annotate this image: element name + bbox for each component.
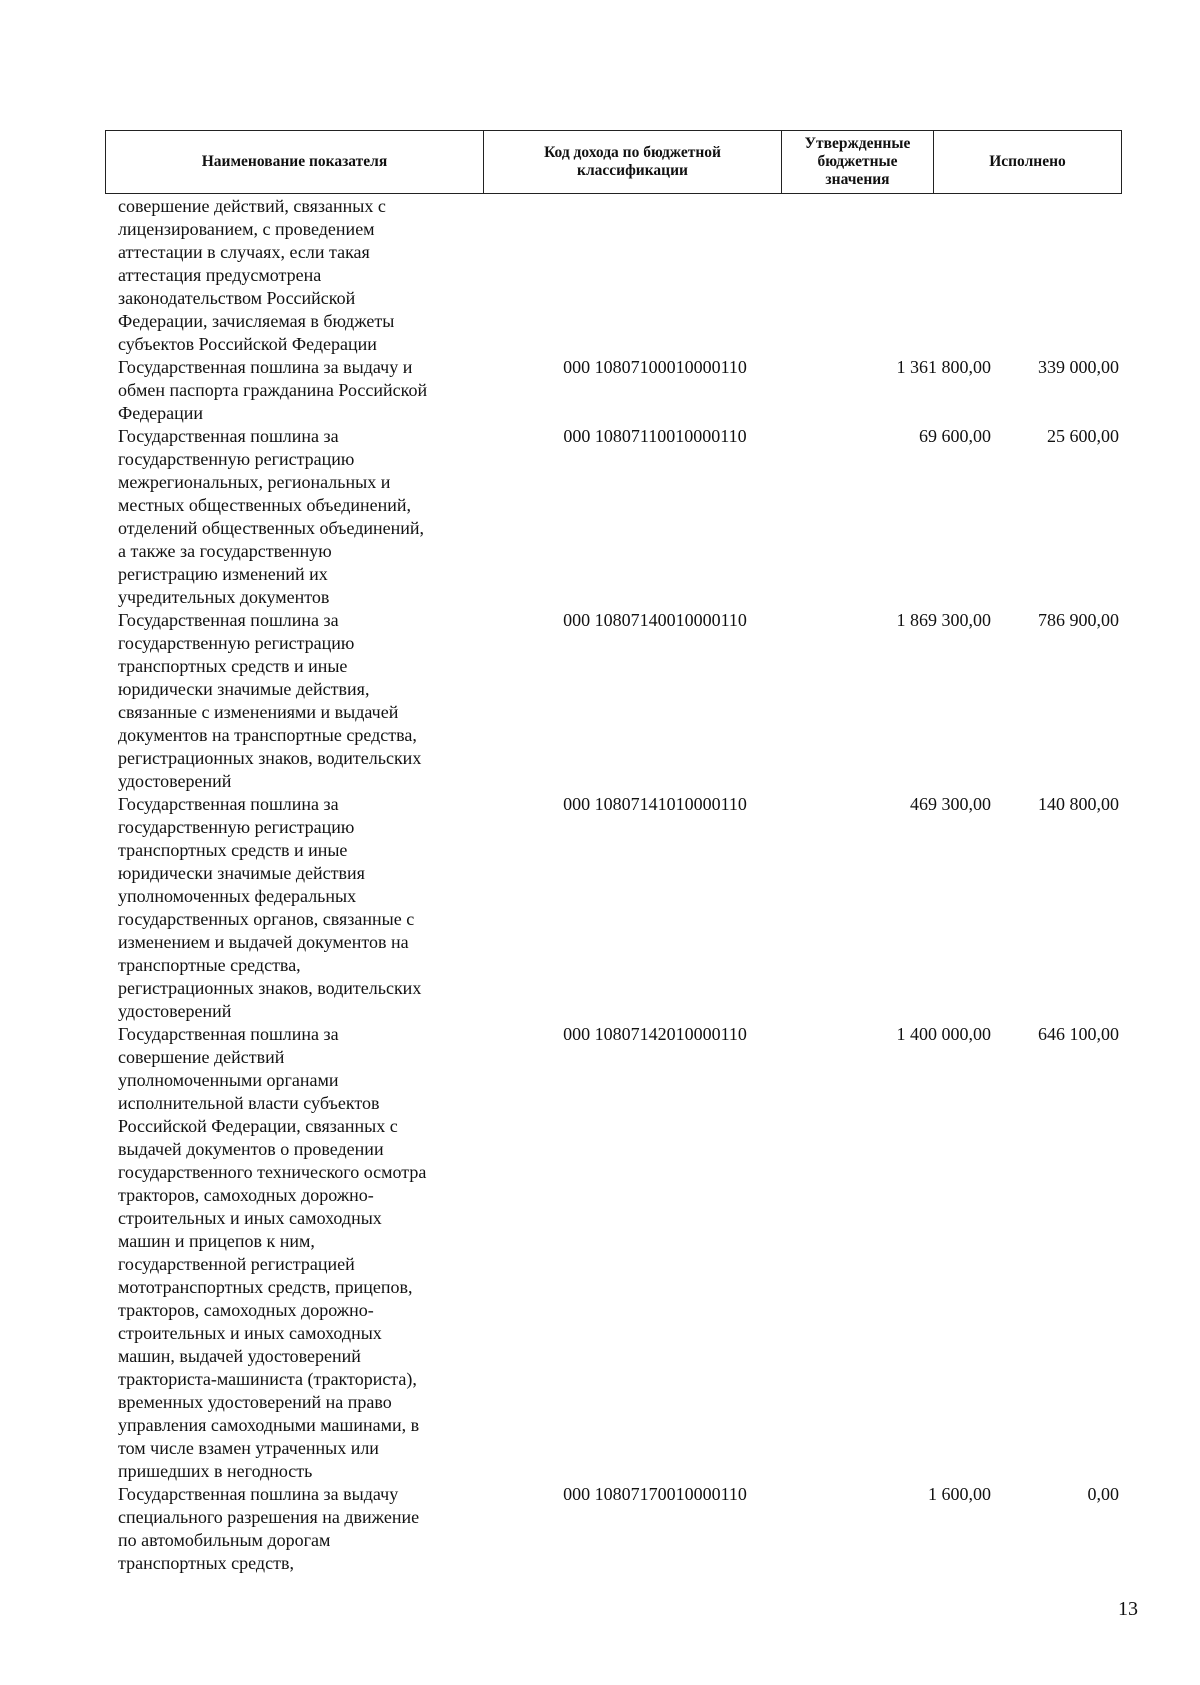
row-plan: 1 361 800,00 [896, 357, 991, 377]
row-plan: 1 600,00 [928, 1484, 991, 1504]
table-row [105, 1483, 1121, 1575]
row-code: 000 10807100010000110 [563, 357, 747, 377]
row-plan: 1 869 300,00 [896, 610, 991, 630]
row-code: 000 10807170010000110 [563, 1484, 747, 1504]
row-done: 0,00 [1087, 1484, 1119, 1504]
table-row [105, 195, 1121, 356]
row-done: 646 100,00 [1038, 1024, 1119, 1044]
row-code: 000 10807140010000110 [563, 610, 747, 630]
page-number: 13 [1118, 1598, 1138, 1620]
table-row [105, 356, 1121, 425]
table-body [105, 195, 1121, 1575]
row-plan: 69 600,00 [919, 426, 991, 446]
row-done: 140 800,00 [1038, 794, 1119, 814]
row-name: Государственная пошлина за государственную регистрацию межрегиональных, региональных и местных общественных объединений, отделений общественных объединений, а также за государственную регистрацию изменений их учредительных документов [118, 426, 425, 607]
header-done: Исполнено [934, 131, 1122, 194]
row-code: 000 10807141010000110 [563, 794, 747, 814]
table-row [105, 1023, 1121, 1483]
table-row [105, 793, 1121, 1023]
row-code: 000 10807142010000110 [563, 1024, 747, 1044]
row-code: 000 10807110010000110 [563, 426, 747, 446]
row-plan: 1 400 000,00 [896, 1024, 991, 1044]
row-name: Государственная пошлина за выдачу специального разрешения на движение по автомобильным дорогам транспортных средств, [118, 1484, 420, 1573]
row-done: 25 600,00 [1047, 426, 1119, 446]
row-name: Государственная пошлина за государственную регистрацию транспортных средств и иные юридически значимые действия уполномоченных федеральных государственных органов, связанные с изменением и выдачей документов на транспортные средства, регистрационных знаков, водительских удостоверений [118, 794, 422, 1021]
row-plan: 469 300,00 [910, 794, 991, 814]
table-row [105, 609, 1121, 793]
row-done: 339 000,00 [1038, 357, 1119, 377]
row-name: Государственная пошлина за государственную регистрацию транспортных средств и иные юридически значимые действия, связанные с изменениями и выдачей документов на транспортные средства, регистрационных знаков, водительских удостоверений [118, 610, 422, 791]
header-code: Код дохода по бюджетной классификации [484, 131, 782, 194]
row-name: Государственная пошлина за совершение действий уполномоченными органами исполнительной власти субъектов Российской Федерации, связанных с выдачей документов о проведении государственного технического осмотра тракторов, самоходных дорожно- строительных и иных самоходных машин и прицепов к ним, государственной регистрацией мототранспортных средств, прицепов, тракторов, самоходных дорожно- строительных и иных самоходных машин, выдачей удостоверений тракториста-машиниста (тракториста), временных удостоверений на право управления самоходными машинами, в том числе взамен утраченных или пришедших в негодность [118, 1024, 427, 1481]
header-name: Наименование показателя [106, 131, 484, 194]
row-done: 786 900,00 [1038, 610, 1119, 630]
header-plan: Утвержденные бюджетные значения [782, 131, 934, 194]
table-header [105, 130, 1122, 194]
row-name: Государственная пошлина за выдачу и обмен паспорта гражданина Российской Федерации [118, 357, 428, 423]
row-name: совершение действий, связанных с лицензированием, с проведением аттестации в случаях, если такая аттестация предусмотрена законодательством Российской Федерации, зачисляемая в бюджеты субъектов Российской Федерации [118, 196, 395, 354]
table-row [105, 425, 1121, 609]
